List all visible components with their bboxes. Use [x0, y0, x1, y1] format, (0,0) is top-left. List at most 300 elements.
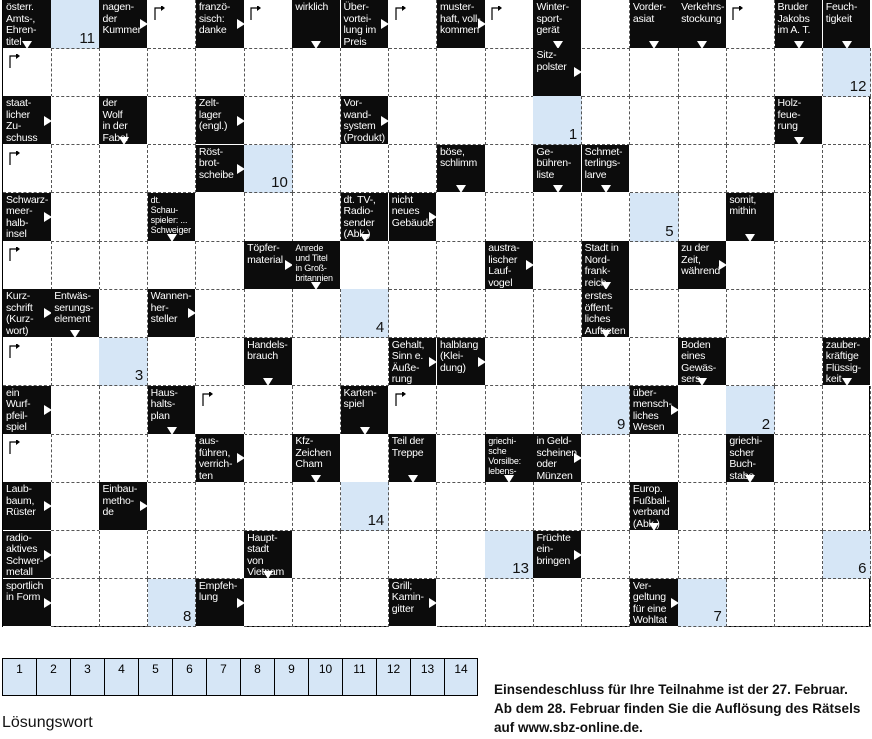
- answer-cell: [726, 48, 775, 97]
- clue-text: Stadt in Nord- frank- reich: [584, 242, 619, 289]
- clue-cell: [196, 145, 245, 194]
- answer-cell: [775, 145, 824, 194]
- clue-text: Feuch- tigkeit: [825, 1, 858, 25]
- answer-cell: [485, 338, 534, 387]
- answer-cell: [678, 289, 727, 338]
- answer-cell: [726, 289, 775, 338]
- answer-cell: [533, 386, 582, 435]
- clue-text: Früchte ein- bringen: [536, 531, 571, 567]
- clue-text: Ge- bühren- liste: [536, 145, 572, 181]
- answer-cell: [437, 193, 486, 242]
- answer-cell: [582, 482, 631, 531]
- answer-cell: [196, 48, 245, 97]
- answer-cell: [726, 145, 775, 194]
- clue-cell: [485, 241, 534, 290]
- deadline-line-2: Ab dem 28. Februar finden Sie die Auflösung des Rätsels: [494, 701, 861, 716]
- answer-cell: [678, 48, 727, 97]
- answer-cell: [244, 434, 293, 483]
- clue-text: Vor- wand- system (Produkt): [343, 97, 385, 144]
- clue-cell: [678, 338, 727, 387]
- direction-arrow-icon: [9, 151, 19, 161]
- solution-number: 4: [375, 319, 385, 337]
- answer-cell: [678, 193, 727, 242]
- clue-text: in Geld- scheinen oder Münzen: [536, 435, 577, 482]
- clue-cell: [3, 0, 52, 49]
- solution-cell: [823, 48, 872, 97]
- answer-cell: [389, 531, 438, 580]
- answer-cell: [148, 96, 197, 145]
- solution-cell: [678, 579, 727, 628]
- clue-text: dt. Schau- spieler: ... Schweiger: [150, 194, 191, 235]
- clue-cell: [51, 289, 100, 338]
- answer-cell: [437, 241, 486, 290]
- clue-cell: [726, 434, 775, 483]
- solution-cell: [148, 579, 197, 628]
- answer-cell: [99, 145, 148, 194]
- answer-cell: [51, 241, 100, 290]
- clue-cell: [99, 0, 148, 49]
- clue-text: griechi- sche Vorsilbe: lebens-: [488, 436, 521, 477]
- deadline-line-3: auf www.sbz-online.de.: [494, 720, 643, 735]
- solution-cell: [485, 531, 534, 580]
- answer-cell: [823, 145, 872, 194]
- clue-cell: [3, 531, 52, 580]
- answer-cell: [630, 531, 679, 580]
- answer-cell: [485, 48, 534, 97]
- answer-cell: [823, 241, 872, 290]
- clue-text: halblang (Klei- dung): [440, 338, 479, 374]
- direction-arrow-icon: [395, 6, 405, 16]
- answer-cell: [99, 289, 148, 338]
- solution-box: 1: [2, 658, 36, 696]
- answer-cell: [775, 482, 824, 531]
- clue-cell: [775, 0, 824, 49]
- clue-cell: [389, 338, 438, 387]
- clue-text: Röst- brot- scheibe: [198, 145, 234, 181]
- solution-box: 7: [206, 658, 240, 696]
- clue-text: Zelt- lager (engl.): [198, 97, 228, 133]
- clue-cell: [582, 145, 631, 194]
- answer-cell: [51, 531, 100, 580]
- answer-cell: [389, 241, 438, 290]
- clue-text: austra- lischer Lauf- vogel: [488, 242, 520, 289]
- answer-cell: [148, 241, 197, 290]
- answer-cell: [437, 531, 486, 580]
- clue-text: Vorder- asiat: [632, 1, 666, 25]
- answer-cell: [292, 289, 341, 338]
- clue-text: Wannen- her- steller: [150, 290, 192, 326]
- answer-cell: [630, 96, 679, 145]
- deadline-info: [494, 680, 872, 737]
- answer-cell: [51, 386, 100, 435]
- clue-cell: [533, 434, 582, 483]
- answer-cell: [775, 241, 824, 290]
- solution-cell: [726, 386, 775, 435]
- answer-cell: [51, 579, 100, 628]
- answer-cell: [533, 289, 582, 338]
- solution-box: 13: [410, 658, 444, 696]
- solution-number: 6: [858, 560, 867, 578]
- answer-cell: [582, 338, 631, 387]
- answer-cell: [678, 96, 727, 145]
- solution-cell: [823, 531, 872, 580]
- solution-box: 9: [274, 658, 308, 696]
- clue-cell: [292, 241, 341, 290]
- direction-arrow-icon: [202, 392, 212, 402]
- answer-cell: [244, 386, 293, 435]
- clue-text: nicht neues Gebäude: [391, 193, 434, 229]
- clue-text: Einbau- metho- de: [102, 483, 138, 519]
- answer-cell: [678, 386, 727, 435]
- solution-number: 2: [761, 415, 771, 433]
- clue-text: franzö- sisch: danke: [198, 1, 231, 36]
- solution-word-label: Lösungswort: [2, 714, 93, 731]
- clue-cell: [533, 48, 582, 97]
- answer-cell: [823, 434, 872, 483]
- answer-cell: [99, 241, 148, 290]
- solution-box: 2: [36, 658, 70, 696]
- clue-text: Anrede und Titel in Groß- britannien: [295, 243, 333, 284]
- direction-arrow-icon: [250, 6, 260, 16]
- answer-cell: [196, 289, 245, 338]
- clue-text: erstes öffent- liches Auftreten: [584, 290, 626, 337]
- solution-number: 11: [79, 29, 95, 47]
- solution-word-boxes: [2, 658, 478, 696]
- clue-cell: [196, 0, 245, 49]
- answer-cell: [775, 193, 824, 242]
- clue-cell: [775, 96, 824, 145]
- deadline-line-1: Einsendeschluss für Ihre Teilnahme ist der 27. Februar.: [494, 682, 848, 697]
- answer-cell: [292, 96, 341, 145]
- clue-text: nagen- der Kummer: [102, 1, 141, 36]
- solution-cell: [630, 193, 679, 242]
- answer-cell: [99, 434, 148, 483]
- answer-cell: [823, 289, 872, 338]
- answer-cell: [823, 193, 872, 242]
- answer-cell: [51, 145, 100, 194]
- solution-number: 8: [183, 608, 192, 626]
- solution-cell: [533, 96, 582, 145]
- answer-cell: [582, 96, 631, 145]
- solution-number: 12: [849, 77, 867, 95]
- answer-cell: [775, 48, 824, 97]
- answer-cell: [485, 289, 534, 338]
- clue-text: Empfeh- lung: [198, 579, 238, 604]
- solution-cell: [244, 145, 293, 194]
- answer-cell: [341, 579, 390, 628]
- crossword-grid: [2, 0, 870, 627]
- answer-cell: [823, 386, 872, 435]
- solution-box: 12: [376, 658, 410, 696]
- clue-cell: [196, 96, 245, 145]
- clue-cell: [533, 0, 582, 49]
- clue-cell: [148, 386, 197, 435]
- clue-cell: [437, 338, 486, 387]
- answer-cell: [678, 531, 727, 580]
- answer-cell: [437, 434, 486, 483]
- solution-box: 14: [444, 658, 478, 696]
- direction-arrow-icon: [9, 344, 19, 354]
- clue-text: Kurz- schrift (Kurz- wort): [6, 290, 34, 337]
- solution-number: 7: [713, 608, 722, 626]
- clue-text: zu der Zeit, während: [681, 242, 720, 278]
- answer-cell: [678, 434, 727, 483]
- clue-cell: [582, 289, 631, 338]
- answer-cell: [485, 482, 534, 531]
- clue-text: sportlich in Form: [6, 579, 44, 604]
- answer-cell: [244, 579, 293, 628]
- answer-cell: [148, 145, 197, 194]
- answer-cell: [51, 482, 100, 531]
- solution-cell: [51, 0, 100, 49]
- answer-cell: [823, 96, 872, 145]
- clue-text: Haupt- stadt von Vietnam: [247, 531, 285, 579]
- answer-cell: [630, 289, 679, 338]
- answer-cell: [533, 338, 582, 387]
- answer-cell: [196, 531, 245, 580]
- answer-cell: [630, 434, 679, 483]
- answer-cell: [148, 48, 197, 97]
- direction-arrow-icon: [491, 6, 501, 16]
- clue-cell: [437, 0, 486, 49]
- clue-cell: [3, 482, 52, 531]
- clue-text: österr. Amts-, Ehren- titel: [6, 1, 37, 48]
- clue-cell: [823, 0, 872, 49]
- direction-arrow-icon: [732, 6, 742, 16]
- answer-cell: [582, 579, 631, 628]
- clue-text: Holz- feue- rung: [777, 97, 802, 133]
- clue-cell: [341, 96, 390, 145]
- solution-box: 4: [104, 658, 138, 696]
- clue-cell: [3, 289, 52, 338]
- clue-cell: [726, 193, 775, 242]
- answer-cell: [437, 289, 486, 338]
- answer-cell: [775, 386, 824, 435]
- answer-cell: [630, 48, 679, 97]
- answer-cell: [823, 579, 872, 628]
- solution-number: 3: [134, 367, 144, 385]
- clue-text: Teil der Treppe: [391, 435, 425, 459]
- answer-cell: [533, 193, 582, 242]
- answer-cell: [244, 289, 293, 338]
- answer-cell: [726, 531, 775, 580]
- answer-cell: [148, 338, 197, 387]
- answer-cell: [292, 579, 341, 628]
- clue-text: Haus- halts- plan: [150, 386, 178, 422]
- clue-cell: [389, 193, 438, 242]
- answer-cell: [341, 145, 390, 194]
- direction-arrow-icon: [9, 247, 19, 257]
- answer-cell: [148, 531, 197, 580]
- clue-cell: [341, 386, 390, 435]
- clue-cell: [3, 96, 52, 145]
- solution-box: 8: [240, 658, 274, 696]
- answer-cell: [99, 386, 148, 435]
- answer-cell: [726, 96, 775, 145]
- clue-text: somit, mithin: [729, 193, 757, 218]
- clue-text: Europ. Fußball- verband (Abk.): [632, 483, 670, 530]
- clue-cell: [533, 145, 582, 194]
- solution-box: 11: [342, 658, 376, 696]
- clue-cell: [99, 96, 148, 145]
- answer-cell: [244, 193, 293, 242]
- answer-cell: [51, 434, 100, 483]
- clue-text: Handels- brauch: [247, 338, 288, 363]
- answer-cell: [341, 338, 390, 387]
- clue-cell: [292, 434, 341, 483]
- answer-cell: [99, 193, 148, 242]
- solution-box: 10: [308, 658, 342, 696]
- clue-cell: [630, 0, 679, 49]
- answer-cell: [148, 482, 197, 531]
- clue-text: Boden eines Gewäs- sers: [681, 338, 717, 386]
- clue-cell: [148, 193, 197, 242]
- answer-cell: [148, 434, 197, 483]
- clue-cell: [292, 0, 341, 49]
- answer-cell: [99, 531, 148, 580]
- answer-cell: [292, 531, 341, 580]
- direction-arrow-icon: [395, 392, 405, 402]
- answer-cell: [244, 96, 293, 145]
- answer-cell: [485, 579, 534, 628]
- solution-cell: [99, 338, 148, 387]
- solution-box: 5: [138, 658, 172, 696]
- answer-cell: [292, 338, 341, 387]
- clue-text: radio- aktives Schwer- metall: [6, 531, 44, 579]
- clue-cell: [148, 289, 197, 338]
- answer-cell: [485, 386, 534, 435]
- answer-cell: [244, 482, 293, 531]
- answer-cell: [292, 482, 341, 531]
- answer-cell: [775, 579, 824, 628]
- answer-cell: [437, 482, 486, 531]
- answer-cell: [51, 96, 100, 145]
- answer-cell: [196, 241, 245, 290]
- clue-text: Grill; Kamin- gitter: [391, 579, 424, 615]
- clue-cell: [3, 579, 52, 628]
- clue-cell: [196, 434, 245, 483]
- answer-cell: [485, 193, 534, 242]
- answer-cell: [389, 96, 438, 145]
- answer-cell: [389, 482, 438, 531]
- answer-cell: [582, 531, 631, 580]
- clue-text: ein Wurf- pfeil- spiel: [6, 386, 31, 434]
- clue-cell: [630, 386, 679, 435]
- answer-cell: [485, 145, 534, 194]
- clue-cell: [3, 193, 52, 242]
- clue-text: Sitz- polster: [536, 49, 567, 73]
- answer-cell: [582, 48, 631, 97]
- clue-cell: [823, 338, 872, 387]
- solution-box: 3: [70, 658, 104, 696]
- answer-cell: [389, 289, 438, 338]
- answer-cell: [533, 579, 582, 628]
- answer-cell: [533, 241, 582, 290]
- clue-text: über- mensch- liches Wesen: [632, 386, 672, 434]
- answer-cell: [51, 48, 100, 97]
- clue-text: Töpfer- material: [247, 242, 283, 266]
- clue-text: wirklich: [295, 1, 329, 13]
- solution-cell: [341, 289, 390, 338]
- clue-text: griechi- scher Buch- stabe: [729, 435, 763, 482]
- answer-cell: [341, 48, 390, 97]
- direction-arrow-icon: [9, 440, 19, 450]
- clue-text: Über- vortei- lung im Preis: [343, 1, 376, 48]
- answer-cell: [533, 482, 582, 531]
- clue-cell: [437, 145, 486, 194]
- solution-cell: [582, 386, 631, 435]
- answer-cell: [775, 338, 824, 387]
- answer-cell: [678, 145, 727, 194]
- answer-cell: [341, 241, 390, 290]
- clue-text: Schwarz- meer- halb- insel: [6, 193, 49, 241]
- answer-cell: [630, 145, 679, 194]
- clue-text: dt. TV-, Radio- sender (Abk.): [343, 193, 376, 241]
- clue-text: Schmet- terlings- larve: [584, 145, 623, 181]
- clue-cell: [341, 0, 390, 49]
- clue-text: Kfz- Zeichen Cham: [295, 435, 332, 471]
- clue-cell: [244, 338, 293, 387]
- answer-cell: [823, 482, 872, 531]
- clue-text: Laub- baum, Rüster: [6, 483, 36, 519]
- answer-cell: [726, 482, 775, 531]
- clue-cell: [678, 0, 727, 49]
- clue-cell: [341, 193, 390, 242]
- answer-cell: [775, 531, 824, 580]
- clue-cell: [630, 482, 679, 531]
- answer-cell: [292, 48, 341, 97]
- direction-arrow-icon: [154, 6, 164, 16]
- clue-text: böse, schlimm: [440, 145, 478, 170]
- direction-arrow-icon: [9, 54, 19, 64]
- answer-cell: [437, 579, 486, 628]
- clue-text: Winter- sport- gerät: [536, 1, 569, 36]
- answer-cell: [485, 96, 534, 145]
- clue-text: Bruder Jakobs im A. T.: [777, 1, 811, 36]
- clue-cell: [389, 434, 438, 483]
- solution-cell: [341, 482, 390, 531]
- answer-cell: [582, 434, 631, 483]
- answer-cell: [51, 338, 100, 387]
- answer-cell: [389, 48, 438, 97]
- clue-text: muster- haft, voll- kommen: [440, 1, 481, 36]
- answer-cell: [341, 531, 390, 580]
- answer-cell: [196, 482, 245, 531]
- answer-cell: [437, 48, 486, 97]
- answer-cell: [292, 145, 341, 194]
- solution-number: 10: [271, 174, 288, 192]
- clue-cell: [196, 579, 245, 628]
- solution-number: 9: [617, 415, 626, 433]
- answer-cell: [726, 338, 775, 387]
- clue-cell: [533, 531, 582, 580]
- answer-cell: [99, 48, 148, 97]
- clue-text: Entwäs- serungs- element: [54, 290, 94, 326]
- answer-cell: [775, 434, 824, 483]
- clue-cell: [244, 241, 293, 290]
- answer-cell: [437, 386, 486, 435]
- answer-cell: [99, 579, 148, 628]
- clue-text: Ver- geltung für eine Wohltat: [632, 579, 667, 627]
- answer-cell: [292, 193, 341, 242]
- clue-cell: [485, 434, 534, 483]
- answer-cell: [389, 145, 438, 194]
- answer-cell: [582, 193, 631, 242]
- clue-cell: [99, 482, 148, 531]
- clue-cell: [630, 579, 679, 628]
- answer-cell: [51, 193, 100, 242]
- answer-cell: [630, 338, 679, 387]
